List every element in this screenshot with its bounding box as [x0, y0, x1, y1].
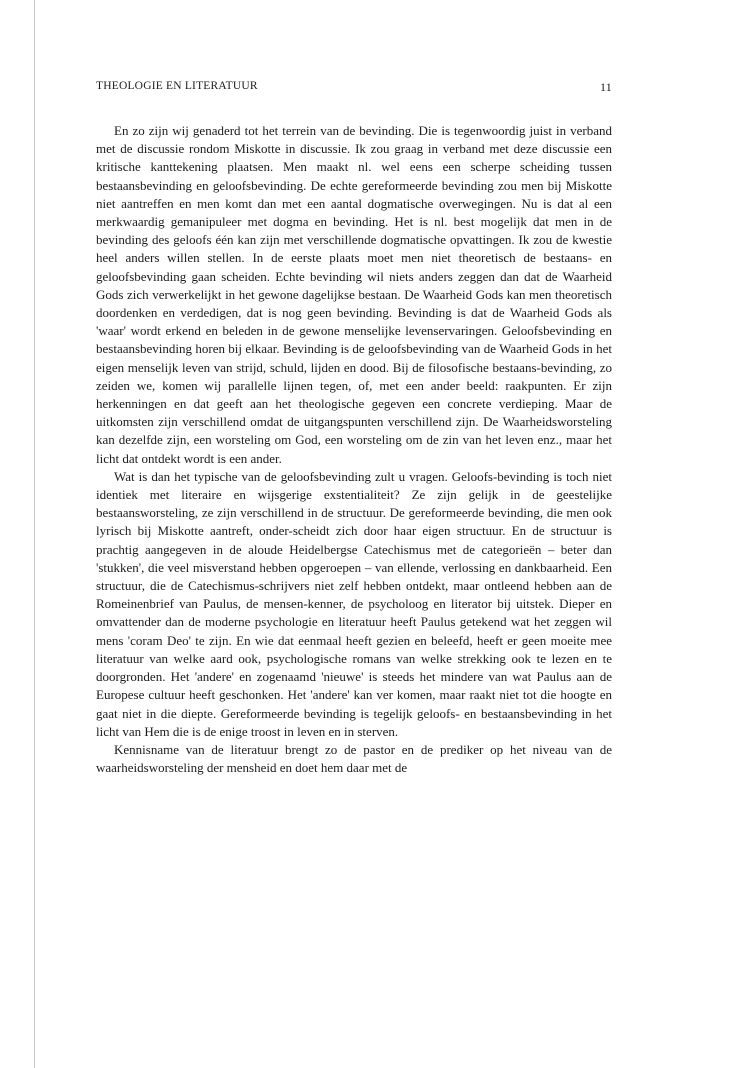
running-header [96, 80, 612, 96]
paragraph: Kennisname van de literatuur brengt zo de pastor en de prediker op het niveau van de waarheidsworsteling der mensheid en doet hem daar met de [96, 741, 612, 776]
page-number: 11 [600, 80, 612, 94]
paragraph: En zo zijn wij genaderd tot het terrein van de bevinding. Die is tegenwoordig juist in verband met de discussie rondom Miskotte in discussie. Ik zou graag in verband met deze discussie een kritische kanttekening plaatsen. Men maakt nl. wel eens een scherpe scheiding tussen bestaansbevinding en geloofsbevinding. De echte gereformeerde bevinding zou men bij Miskotte niet aantreffen en men komt dan met een aantal dogmatische overwegingen. Nu is dat al een merkwaardig gemanipuleer met dogma en bevinding. Het is nl. best mogelijk dat men in de bevinding des geloofs één kan zijn met verschillende dogmatische opvattingen. Ik zou de kwestie heel anders willen stellen. In de eerste plaats moet men niet theoretisch de bestaans- en geloofsbevinding gaan scheiden. Echte bevinding wil niets anders zeggen dan dat de Waarheid Gods zich verwerkelijkt in het gewone dagelijkse bestaan. De Waarheid Gods kan men theoretisch doordenken en verdedigen, dat is nog geen bevinding. Bevinding is dat de Waarheid Gods als 'waar' wordt erkend en beleden in de gewone menselijke levenservaringen. Geloofsbevinding en bestaansbevinding horen bij elkaar. Bevinding is de geloofsbevinding van de Waarheid Gods in het eigen menselijk leven van strijd, schuld, lijden en dood. Bij de filosofische bestaans-bevinding, zo zeiden we, komen wij parallelle lijnen tegen, of, met een ander beeld: raakpunten. Er zijn herkenningen en dat geeft aan het theologische gegeven een concrete verdieping. Maar de uitkomsten zijn verschillend omdat de uitgangspunten verschillend zijn. De Waarheidsworsteling kan dezelfde zijn, een worsteling om God, een worsteling om de zin van het leven enz., maar het licht dat ontdekt wordt is een ander. [96, 123, 612, 466]
paragraph: Wat is dan het typische van de geloofsbevinding zult u vragen. Geloofs-bevinding is toch niet identiek met literaire en wijsgerige exstentialiteit? Ze zijn gelijk in de geestelijke bestaansworsteling, ze zijn verschillend in de structuur. De gereformeerde bevinding, die men ook lyrisch bij Miskotte aantreft, onder-scheidt zich door haar eigen structuur. En de structuur is prachtig aangegeven in de aloude Heidelbergse Catechismus met de categorieën – beter dan 'stukken', die veel misverstand hebben opgeroepen – van ellende, verlossing en dankbaarheid. Een structuur, die de Catechismus-schrijvers niet zelf hebben ontdekt, maar ontleend hebben aan de Romeinenbrief van Paulus, de mensen-kenner, de psycholoog en literator bij uitstek. Dieper en omvattender dan de moderne psychologie en literatuur heeft Paulus getekend wat het zeggen wil mens 'coram Deo' te zijn. En wie dat eenmaal heeft gezien en beleefd, heeft er geen moeite mee literatuur van welke aard ook, psychologische romans van welke strekking ook te lezen en te doorgronden. Het 'andere' en zogenaamd 'nieuwe' is steeds het mindere van wat Paulus aan de Europese cultuur heeft geschonken. Het 'andere' kan ver komen, maar raakt niet tot die hoogte en gaat niet in die diepte. Gereformeerde bevinding is tegelijk geloofs- en bestaansbevinding in het licht van Hem die is de enige troost in leven en in sterven. [96, 468, 612, 739]
body-text [96, 122, 612, 777]
page-edge-line [34, 0, 35, 1068]
running-title: THEOLOGIE EN LITERATUUR [96, 80, 258, 92]
